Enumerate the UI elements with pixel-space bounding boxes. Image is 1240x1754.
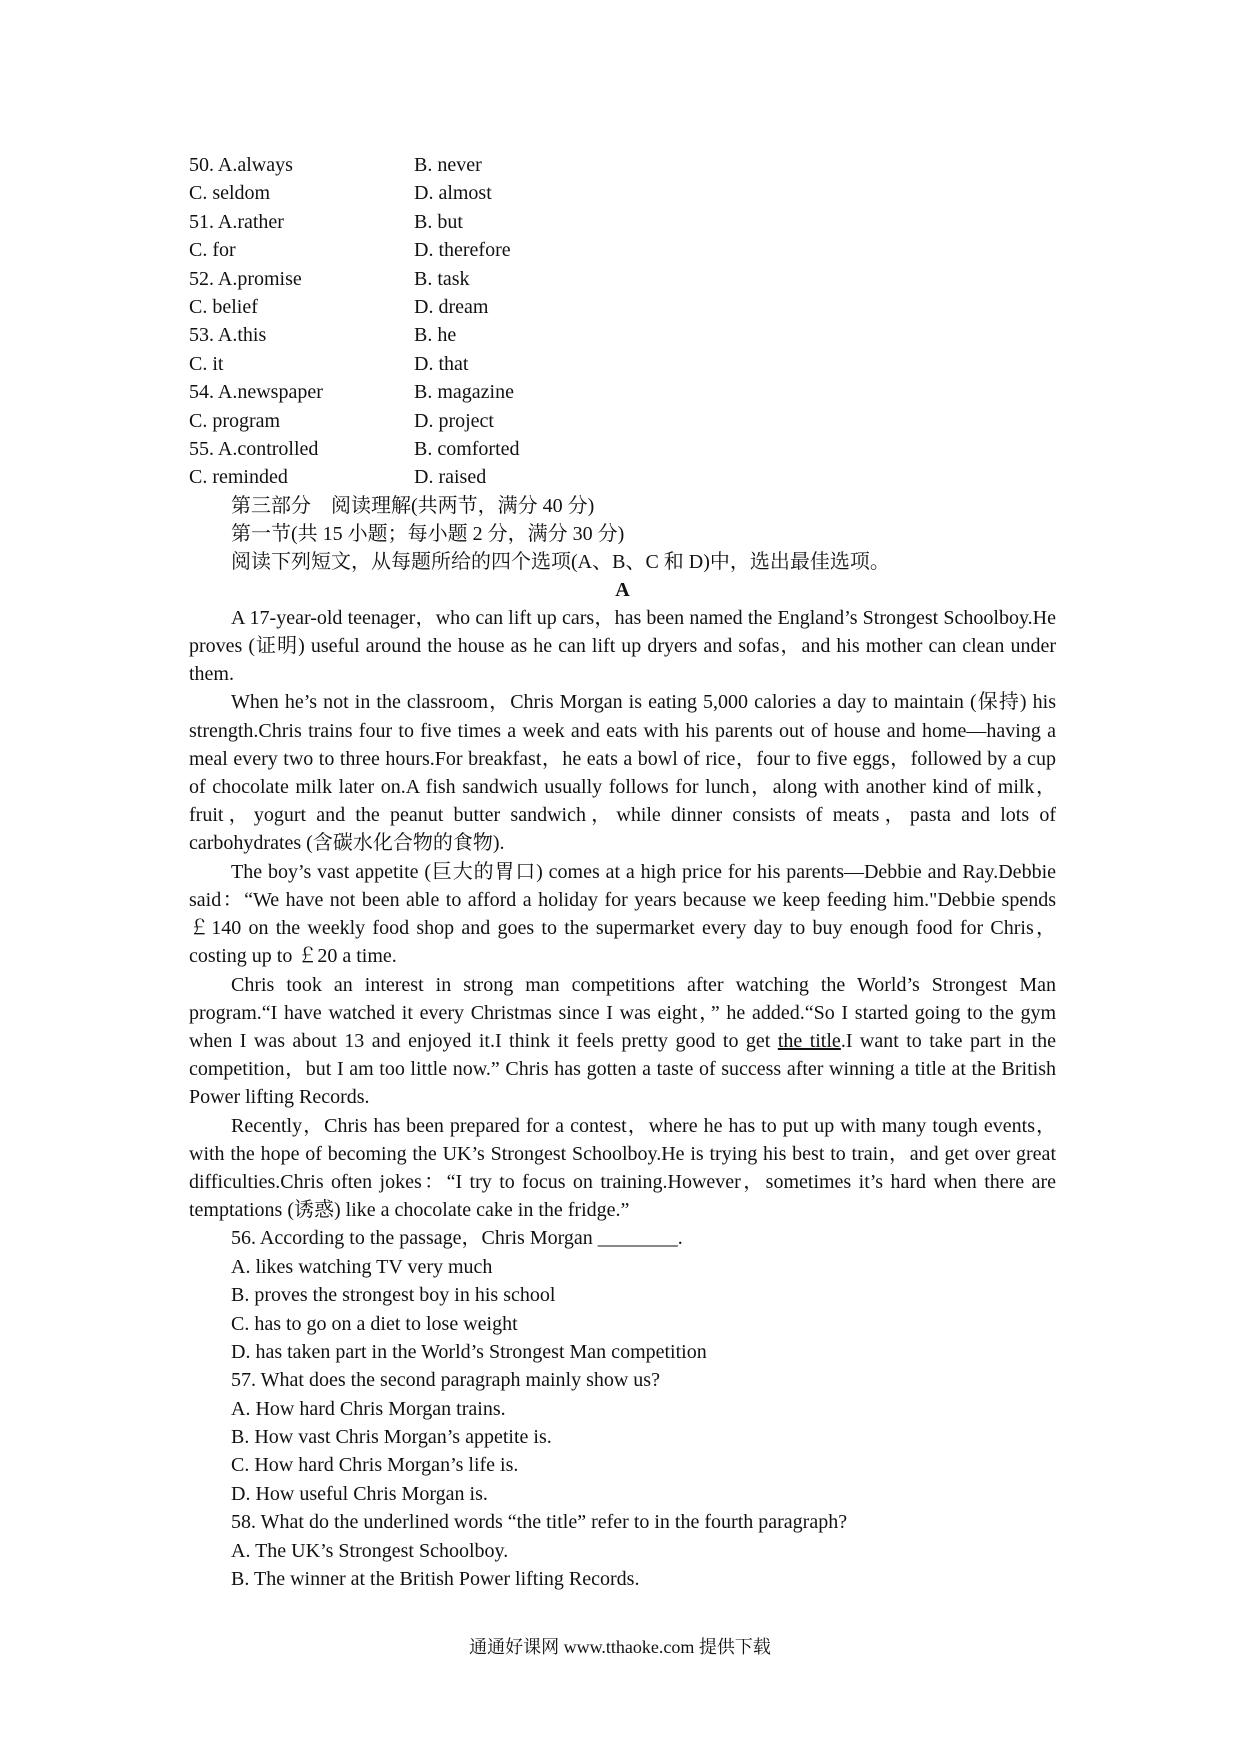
- option-left: 51. A.rather: [189, 210, 284, 233]
- option-row: [189, 179, 1056, 207]
- question-stem: 56. According to the passage，Chris Morgan ________.: [231, 1227, 683, 1250]
- option-right: B. magazine: [414, 381, 514, 404]
- answer-option: D. has taken part in the World’s Strongest Man competition: [231, 1340, 707, 1363]
- passage-paragraph-4: [189, 971, 1056, 1112]
- answer-option: D. How useful Chris Morgan is.: [231, 1482, 488, 1505]
- option-row: [189, 208, 1056, 236]
- passage-paragraph-2: When he’s not in the classroom，Chris Morgan is eating 5,000 calories a day to maintain (保持) his strength.Chris trains four to five times a week and eats with his parents out of house and home—having a meal every two to three hours.For breakfast，he eats a bowl of rice，four to five eggs，followed by a cup of chocolate milk later on.A fish sandwich usually follows for lunch，along with another kind of milk，fruit，yogurt and the peanut butter sandwich，while dinner consists of meats，pasta and lots of carbohydrates (含碳水化合物的食物).: [189, 691, 1056, 855]
- option-right: D. project: [414, 409, 494, 432]
- option-right: B. comforted: [414, 437, 520, 460]
- underlined-phrase: the title: [777, 1029, 841, 1052]
- answer-option: B. The winner at the British Power lifting Records.: [231, 1568, 640, 1591]
- answer-option: B. How vast Chris Morgan’s appetite is.: [231, 1426, 552, 1449]
- option-left: 50. A.always: [189, 154, 293, 176]
- option-right: D. almost: [414, 182, 492, 205]
- question-stem: 57. What does the second paragraph mainly show us?: [231, 1369, 660, 1392]
- option-left: C. program: [189, 409, 281, 432]
- option-right: B. he: [414, 324, 457, 347]
- option-right: D. therefore: [414, 239, 511, 262]
- option-left: C. belief: [189, 295, 258, 318]
- option-right: D. that: [414, 352, 469, 375]
- option-row: [189, 321, 1056, 349]
- answer-option: A. How hard Chris Morgan trains.: [231, 1397, 506, 1420]
- passage-paragraph-5: Recently，Chris has been prepared for a contest，where he has to put up with many tough events，with the hope of becoming the UK’s Strongest Schoolboy.He is trying his best to train，and get over great difficulties.Chris often jokes：“I try to focus on training.However，sometimes it’s hard when there are temptations (诱惑) like a chocolate cake in the fridge.”: [189, 1114, 1056, 1222]
- part-title: 第三部分 阅读理解(共两节，满分 40 分): [231, 494, 595, 517]
- option-right: B. never: [414, 154, 482, 176]
- instructions: 阅读下列短文，从每题所给的四个选项(A、B、C 和 D)中，选出最佳选项。: [231, 551, 890, 574]
- question-list: [189, 1224, 1056, 1593]
- passage-label: A: [615, 578, 630, 601]
- paragraph-text: Chris took an interest in strong man competitions after watching the World’s Strongest Man program.“I have watched it every Christmas since I was eight，” he added.“So I started going to the gym when I was about 13 and enjoyed it.I think it feels pretty good to get: [189, 973, 1056, 1052]
- option-left: C. seldom: [189, 182, 271, 205]
- option-left: 52. A.promise: [189, 267, 302, 290]
- question-stem: 58. What do the underlined words “the title” refer to in the fourth paragraph?: [231, 1511, 848, 1534]
- page-footer: 通通好课网 www.tthaoke.com 提供下载: [469, 1637, 771, 1657]
- option-left: C. it: [189, 352, 224, 375]
- option-right: D. raised: [414, 466, 487, 489]
- answer-option: A. The UK’s Strongest Schoolboy.: [231, 1539, 509, 1562]
- option-row: [189, 350, 1056, 378]
- subsection-title: 第一节(共 15 小题；每小题 2 分，满分 30 分): [231, 523, 625, 546]
- option-row: [189, 151, 1056, 179]
- answer-option: B. proves the strongest boy in his school: [231, 1284, 556, 1307]
- option-left: 53. A.this: [189, 324, 267, 347]
- option-left: C. reminded: [189, 466, 288, 489]
- answer-option: C. has to go on a diet to lose weight: [231, 1312, 518, 1335]
- option-row: [189, 293, 1056, 321]
- option-right: B. but: [414, 210, 463, 233]
- answer-option: A. likes watching TV very much: [231, 1255, 493, 1278]
- answer-option: C. How hard Chris Morgan’s life is.: [231, 1454, 519, 1477]
- option-row: [189, 463, 1056, 491]
- passage-paragraph-1: A 17-year-old teenager，who can lift up cars，has been named the England’s Strongest Schoolboy.He proves (证明) useful around the house as he can lift up dryers and sofas，and his mother can clean under them.: [189, 606, 1056, 686]
- option-row: [189, 407, 1056, 435]
- passage-paragraph-3: The boy’s vast appetite (巨大的胃口) comes at a high price for his parents—Debbie and Ray.Debbie said：“We have not been able to afford a holiday for years because we keep feeding him."Debbie spends ￡140 on the weekly food shop and goes to the supermarket every day to buy enough food for Chris，costing up to ￡20 a time.: [189, 860, 1056, 968]
- option-right: D. dream: [414, 295, 489, 318]
- paragraph-text: .I want to take part in the competition，but I am too little now.” Chris has gotten a taste of success after winning a title at the British Power lifting Records.: [189, 1029, 1056, 1109]
- option-left: 54. A.newspaper: [189, 381, 323, 404]
- option-row: [189, 435, 1056, 463]
- option-left: 55. A.controlled: [189, 437, 319, 460]
- page-content: [189, 151, 1056, 1593]
- option-left: C. for: [189, 239, 236, 262]
- cloze-options: [189, 151, 1056, 492]
- option-row: [189, 265, 1056, 293]
- option-row: [189, 378, 1056, 406]
- option-right: B. task: [414, 267, 470, 290]
- option-row: [189, 236, 1056, 264]
